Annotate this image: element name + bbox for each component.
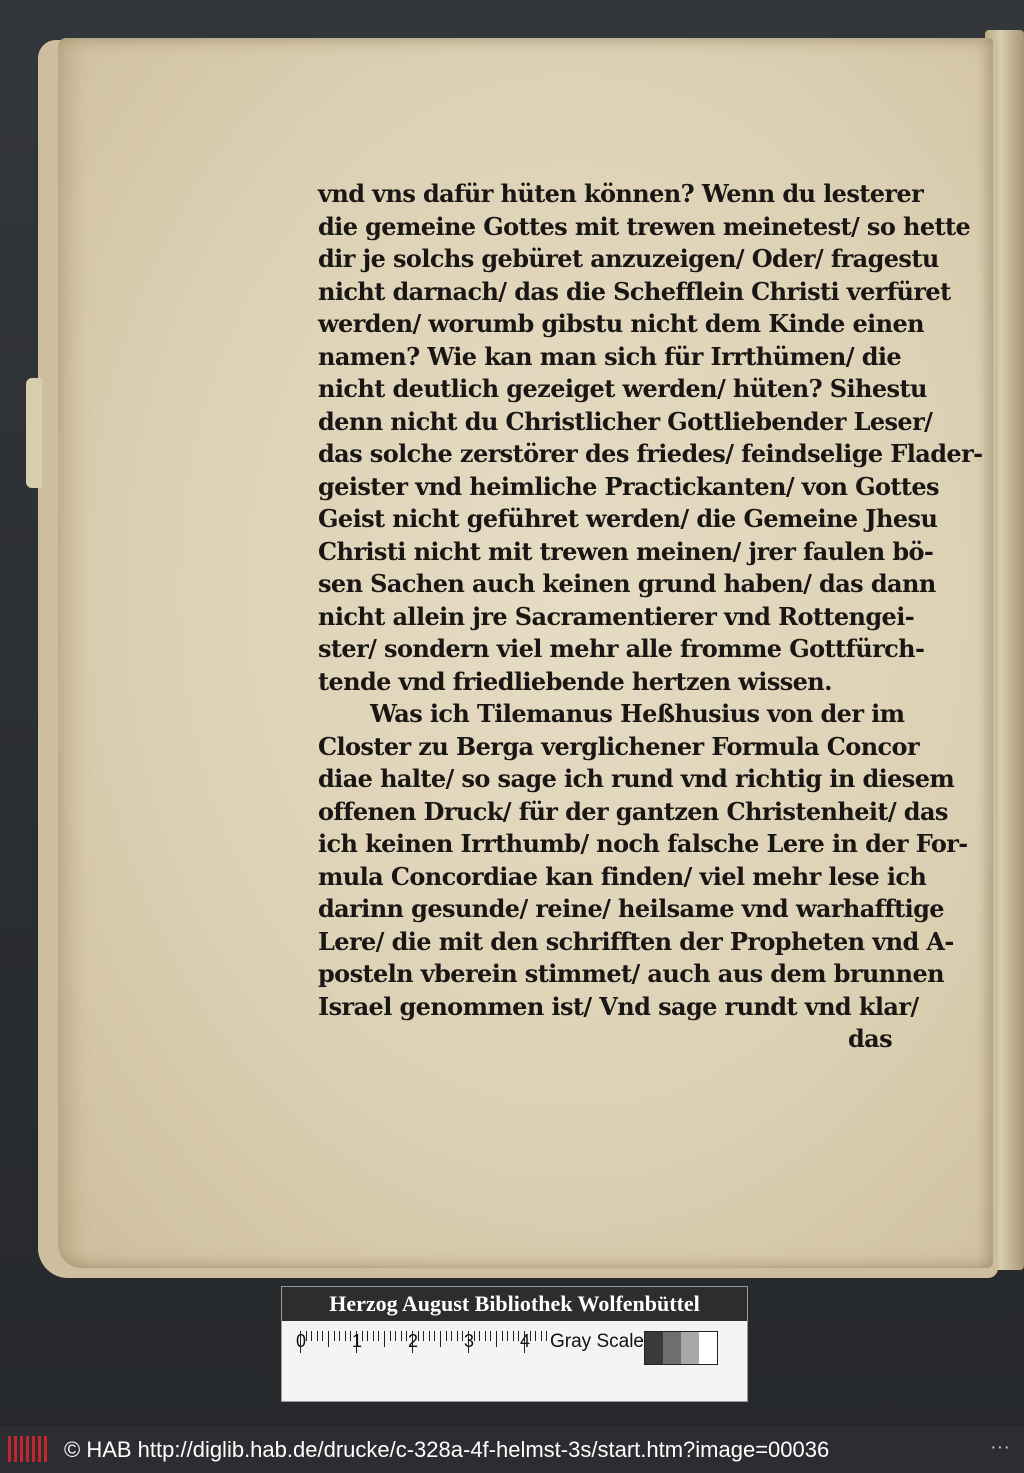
source-url[interactable]: © HAB http://diglib.hab.de/drucke/c-328a-4f-helmst-3s/start.htm?image=00036 <box>64 1437 830 1462</box>
ruler-tick <box>328 1331 329 1347</box>
text-line: diae halte/ so sage ich rund vnd richtig in diesem <box>318 764 955 793</box>
text-line: Geist nicht geführet werden/ die Gemeine Jhesu <box>318 504 938 533</box>
ruler-tick <box>535 1331 536 1341</box>
ruler-tick <box>490 1331 491 1341</box>
ruler-tick <box>317 1331 318 1341</box>
gray-swatch <box>663 1332 681 1364</box>
text-line: sen Sachen auch keinen grund haben/ das dann <box>318 569 936 598</box>
footer-bar <box>0 1426 1024 1473</box>
ruler-number: 4 <box>520 1331 531 1351</box>
text-line: die gemeine Gottes mit trewen meinetest/ so hette <box>318 211 971 241</box>
ruler-tick <box>546 1331 547 1341</box>
text-line: mula Concordiae kan finden/ viel mehr lese ich <box>318 861 927 891</box>
text-line: Christi nicht mit trewen meinen/ jrer faulen bö- <box>318 536 934 566</box>
hab-logo-icon <box>8 1436 48 1462</box>
gray-swatch <box>681 1332 699 1364</box>
ruler-tick <box>311 1331 312 1341</box>
ruler-tick <box>390 1331 391 1341</box>
ruler-tick <box>502 1331 503 1341</box>
text-line: Israel genommen ist/ Vnd sage rundt vnd klar/ <box>318 991 919 1021</box>
ruler-tick <box>451 1331 452 1341</box>
ruler-tick <box>440 1331 441 1347</box>
text-line: tende vnd friedliebende hertzen wissen. <box>318 666 832 696</box>
library-color-chart <box>281 1286 748 1402</box>
ruler-number: 0 <box>296 1331 307 1351</box>
ruler-tick <box>434 1331 435 1341</box>
ruler-tick <box>401 1331 402 1341</box>
ruler-tick <box>457 1331 458 1341</box>
more-icon[interactable]: ··· <box>990 1436 1010 1458</box>
ruler-tick <box>367 1331 368 1341</box>
text-line: Closter zu Berga verglichener Formula Concor <box>318 731 920 761</box>
gray-swatch <box>699 1332 717 1364</box>
ruler-tick <box>339 1331 340 1341</box>
ruler-tick <box>446 1331 447 1341</box>
text-line: Lere/ die mit den schrifften der Propheten vnd A- <box>318 926 954 956</box>
ruler-tick <box>334 1331 335 1341</box>
text-line: namen? Wie kan man sich für Irrthümen/ die <box>318 341 902 371</box>
ruler-tick <box>373 1331 374 1341</box>
text-line: werden/ worumb gibstu nicht dem Kinde einen <box>318 309 925 338</box>
text-line: posteln vberein stimmet/ auch aus dem brunnen <box>318 959 944 988</box>
ruler-tick <box>507 1331 508 1341</box>
ruler-tick <box>485 1331 486 1341</box>
text-line: denn nicht du Christlicher Gottliebender Leser/ <box>318 406 933 436</box>
ruler-tick <box>322 1331 323 1341</box>
text-line: das solche zerstörer des friedes/ feindselige Flader- <box>318 439 983 468</box>
ruler-tick <box>384 1331 385 1347</box>
ruler-tick <box>513 1331 514 1341</box>
ruler-number: 1 <box>352 1331 363 1351</box>
gray-scale-label: Gray Scale <box>550 1331 644 1352</box>
text-line: vnd vns dafür hüten können? Wenn du lesterer <box>318 179 924 208</box>
gray-swatch <box>645 1332 663 1364</box>
ruler-tick <box>541 1331 542 1341</box>
text-line: geister vnd heimliche Practickanten/ von Gottes <box>318 471 939 501</box>
text-line: offenen Druck/ für der gantzen Christenheit/ das <box>318 796 948 826</box>
text-line: ich keinen Irrthumb/ noch falsche Lere in der For- <box>318 829 968 858</box>
text-line: nicht deutlich gezeiget werden/ hüten? Sihestu <box>318 374 927 403</box>
ruler-tick <box>345 1331 346 1341</box>
ruler-tick <box>423 1331 424 1341</box>
text-line: nicht darnach/ das die Schefflein Christi verfüret <box>318 276 951 306</box>
page-tab <box>26 378 42 488</box>
ruler-number: 2 <box>408 1331 419 1351</box>
ruler-tick <box>395 1331 396 1341</box>
page-text <box>318 178 983 1056</box>
library-name: Herzog August Bibliothek Wolfenbüttel <box>282 1287 747 1321</box>
text-line: ster/ sondern viel mehr alle fromme Gottfürch- <box>318 634 925 663</box>
ruler-tick <box>496 1331 497 1347</box>
paragraph-start-line: Was ich Tilemanus Heßhusius von der im <box>370 699 905 728</box>
text-line: darinn gesunde/ reine/ heilsame vnd warhafftige <box>318 894 944 923</box>
gray-scale-swatches <box>644 1331 718 1365</box>
catchword: das <box>847 1024 892 1053</box>
ruler-number: 3 <box>464 1331 475 1351</box>
text-line: nicht allein jre Sacramentierer vnd Rottengei- <box>318 601 915 631</box>
text-line: dir je solchs gebüret anzuzeigen/ Oder/ fragestu <box>318 244 939 273</box>
ruler-tick <box>479 1331 480 1341</box>
ruler-tick <box>429 1331 430 1341</box>
ruler-tick <box>378 1331 379 1341</box>
